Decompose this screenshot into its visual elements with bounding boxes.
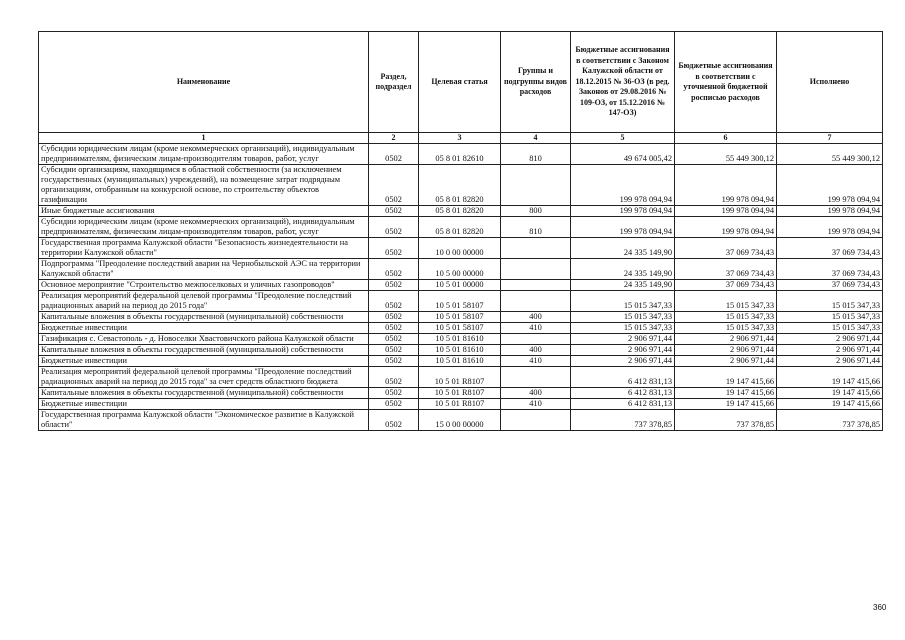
column-number-row xyxy=(39,133,883,144)
header-budget-law: Бюджетные ассигнования в соответствии с Законом Калужской области от 18.12.2015 № 36-ОЗ (в ред. Законов от 29.08.2016 № 109-ОЗ, от 15.12.2016 № 147-ОЗ) xyxy=(571,32,675,133)
row-target-article: 10 5 01 R8107 xyxy=(419,388,501,399)
row-executed: 15 015 347,33 xyxy=(777,323,883,334)
col-number: 3 xyxy=(419,133,501,144)
row-expense-group: 400 xyxy=(501,312,571,323)
header-section: Раздел, подраздел xyxy=(369,32,419,133)
row-executed: 19 147 415,66 xyxy=(777,367,883,388)
row-budget-law: 24 335 149,90 xyxy=(571,280,675,291)
row-budget-refined: 19 147 415,66 xyxy=(675,388,777,399)
row-executed: 2 906 971,44 xyxy=(777,334,883,345)
row-expense-group: 410 xyxy=(501,323,571,334)
table-row xyxy=(39,312,883,323)
header-target-article: Целевая статья xyxy=(419,32,501,133)
table-row xyxy=(39,399,883,410)
row-budget-law: 15 015 347,33 xyxy=(571,291,675,312)
row-budget-refined: 15 015 347,33 xyxy=(675,323,777,334)
col-number: 1 xyxy=(39,133,369,144)
row-name: Капитальные вложения в объекты государственной (муниципальной) собственности xyxy=(39,345,369,356)
row-expense-group xyxy=(501,259,571,280)
table-row xyxy=(39,206,883,217)
row-budget-law: 24 335 149,90 xyxy=(571,259,675,280)
row-target-article: 10 5 01 81610 xyxy=(419,345,501,356)
row-budget-refined: 2 906 971,44 xyxy=(675,356,777,367)
row-budget-law: 199 978 094,94 xyxy=(571,206,675,217)
row-budget-refined: 199 978 094,94 xyxy=(675,206,777,217)
row-target-article: 10 0 00 00000 xyxy=(419,238,501,259)
row-budget-refined: 37 069 734,43 xyxy=(675,259,777,280)
header-executed: Исполнено xyxy=(777,32,883,133)
row-expense-group xyxy=(501,410,571,431)
row-expense-group: 410 xyxy=(501,399,571,410)
col-number: 5 xyxy=(571,133,675,144)
col-number: 6 xyxy=(675,133,777,144)
row-target-article: 15 0 00 00000 xyxy=(419,410,501,431)
header-budget-refined: Бюджетные ассигнования в соответствии с уточненной бюджетной росписью расходов xyxy=(675,32,777,133)
row-executed: 199 978 094,94 xyxy=(777,206,883,217)
row-name: Реализация мероприятий федеральной целевой программы "Преодоление последствий радиационных аварий на период до 2015 года" xyxy=(39,291,369,312)
row-target-article: 10 5 01 58107 xyxy=(419,291,501,312)
table-row xyxy=(39,356,883,367)
row-name: Субсидии юридическим лицам (кроме некоммерческих организаций), индивидуальным предпринимателям, физическим лицам-производителям товаров, работ, услуг xyxy=(39,217,369,238)
row-expense-group: 400 xyxy=(501,345,571,356)
table-row xyxy=(39,280,883,291)
row-budget-refined: 37 069 734,43 xyxy=(675,280,777,291)
row-budget-law: 6 412 831,13 xyxy=(571,388,675,399)
table-row xyxy=(39,165,883,206)
row-executed: 19 147 415,66 xyxy=(777,399,883,410)
row-name: Бюджетные инвестиции xyxy=(39,356,369,367)
table-row xyxy=(39,144,883,165)
table-row xyxy=(39,238,883,259)
row-name: Подпрограмма "Преодоление последствий аварии на Чернобыльской АЭС на территории Калужской области" xyxy=(39,259,369,280)
row-expense-group xyxy=(501,291,571,312)
row-target-article: 10 5 01 R8107 xyxy=(419,367,501,388)
row-budget-law: 199 978 094,94 xyxy=(571,217,675,238)
row-budget-law: 2 906 971,44 xyxy=(571,356,675,367)
row-name: Газификация с. Севастополь - д. Новоселки Хвастовичского района Калужской области xyxy=(39,334,369,345)
row-budget-refined: 55 449 300,12 xyxy=(675,144,777,165)
row-section: 0502 xyxy=(369,312,419,323)
row-section: 0502 xyxy=(369,280,419,291)
row-name: Бюджетные инвестиции xyxy=(39,323,369,334)
row-section: 0502 xyxy=(369,259,419,280)
row-executed: 19 147 415,66 xyxy=(777,388,883,399)
table-row xyxy=(39,323,883,334)
row-executed: 55 449 300,12 xyxy=(777,144,883,165)
row-name: Основное мероприятие "Строительство межпоселковых и уличных газопроводов" xyxy=(39,280,369,291)
row-name: Капитальные вложения в объекты государственной (муниципальной) собственности xyxy=(39,312,369,323)
row-target-article: 05 8 01 82820 xyxy=(419,206,501,217)
row-expense-group: 810 xyxy=(501,144,571,165)
row-section: 0502 xyxy=(369,388,419,399)
row-budget-refined: 2 906 971,44 xyxy=(675,345,777,356)
row-expense-group xyxy=(501,334,571,345)
row-target-article: 05 8 01 82820 xyxy=(419,165,501,206)
row-executed: 2 906 971,44 xyxy=(777,345,883,356)
row-section: 0502 xyxy=(369,334,419,345)
budget-table xyxy=(38,31,883,431)
row-budget-refined: 737 378,85 xyxy=(675,410,777,431)
row-expense-group xyxy=(501,280,571,291)
row-name: Субсидии юридическим лицам (кроме некоммерческих организаций), индивидуальным предпринимателям, физическим лицам-производителям товаров, работ, услуг xyxy=(39,144,369,165)
row-section: 0502 xyxy=(369,410,419,431)
row-executed: 37 069 734,43 xyxy=(777,280,883,291)
table-row xyxy=(39,388,883,399)
row-expense-group xyxy=(501,367,571,388)
row-budget-refined: 15 015 347,33 xyxy=(675,291,777,312)
row-expense-group: 400 xyxy=(501,388,571,399)
table-row xyxy=(39,410,883,431)
table-row xyxy=(39,334,883,345)
row-budget-law: 24 335 149,90 xyxy=(571,238,675,259)
table-row xyxy=(39,217,883,238)
row-expense-group: 410 xyxy=(501,356,571,367)
header-row xyxy=(39,32,883,133)
row-budget-refined: 37 069 734,43 xyxy=(675,238,777,259)
row-target-article: 10 5 01 00000 xyxy=(419,280,501,291)
col-number: 7 xyxy=(777,133,883,144)
table-row xyxy=(39,345,883,356)
row-name: Государственная программа Калужской области "Экономическое развитие в Калужской области" xyxy=(39,410,369,431)
row-budget-refined: 19 147 415,66 xyxy=(675,367,777,388)
row-executed: 15 015 347,33 xyxy=(777,312,883,323)
row-budget-law: 2 906 971,44 xyxy=(571,334,675,345)
row-executed: 37 069 734,43 xyxy=(777,259,883,280)
row-budget-law: 49 674 005,42 xyxy=(571,144,675,165)
row-executed: 737 378,85 xyxy=(777,410,883,431)
row-budget-refined: 19 147 415,66 xyxy=(675,399,777,410)
row-executed: 2 906 971,44 xyxy=(777,356,883,367)
row-target-article: 10 5 00 00000 xyxy=(419,259,501,280)
row-name: Субсидии организациям, находящимся в областной собственности (за исключением государственных (муниципальных) учреждений), на возмещение затрат подрядным организациям, отобранным на конкурсной основе, по строительству объектов газификации xyxy=(39,165,369,206)
row-target-article: 10 5 01 81610 xyxy=(419,356,501,367)
row-budget-law: 6 412 831,13 xyxy=(571,399,675,410)
row-section: 0502 xyxy=(369,323,419,334)
row-budget-refined: 2 906 971,44 xyxy=(675,334,777,345)
row-section: 0502 xyxy=(369,291,419,312)
row-section: 0502 xyxy=(369,356,419,367)
row-target-article: 10 5 01 R8107 xyxy=(419,399,501,410)
row-section: 0502 xyxy=(369,144,419,165)
header-expense-group: Группы и подгруппы видов расходов xyxy=(501,32,571,133)
row-section: 0502 xyxy=(369,367,419,388)
row-budget-law: 737 378,85 xyxy=(571,410,675,431)
row-target-article: 05 8 01 82610 xyxy=(419,144,501,165)
row-section: 0502 xyxy=(369,165,419,206)
row-executed: 199 978 094,94 xyxy=(777,217,883,238)
row-name: Капитальные вложения в объекты государственной (муниципальной) собственности xyxy=(39,388,369,399)
row-name: Реализация мероприятий федеральной целевой программы "Преодоление последствий радиационных аварий на период до 2015 года" за счет средств областного бюджета xyxy=(39,367,369,388)
row-name: Бюджетные инвестиции xyxy=(39,399,369,410)
row-section: 0502 xyxy=(369,217,419,238)
row-section: 0502 xyxy=(369,399,419,410)
row-section: 0502 xyxy=(369,206,419,217)
row-section: 0502 xyxy=(369,345,419,356)
row-executed: 199 978 094,94 xyxy=(777,165,883,206)
table-row xyxy=(39,259,883,280)
row-target-article: 05 8 01 82820 xyxy=(419,217,501,238)
row-budget-refined: 199 978 094,94 xyxy=(675,217,777,238)
row-executed: 37 069 734,43 xyxy=(777,238,883,259)
row-budget-law: 199 978 094,94 xyxy=(571,165,675,206)
row-budget-law: 6 412 831,13 xyxy=(571,367,675,388)
row-budget-law: 15 015 347,33 xyxy=(571,312,675,323)
row-name: Государственная программа Калужской области "Безопасность жизнедеятельности на территории Калужской области" xyxy=(39,238,369,259)
row-executed: 15 015 347,33 xyxy=(777,291,883,312)
row-name: Иные бюджетные ассигнования xyxy=(39,206,369,217)
table-row xyxy=(39,367,883,388)
row-expense-group: 810 xyxy=(501,217,571,238)
row-target-article: 10 5 01 58107 xyxy=(419,312,501,323)
row-budget-refined: 199 978 094,94 xyxy=(675,165,777,206)
row-budget-law: 2 906 971,44 xyxy=(571,345,675,356)
row-expense-group xyxy=(501,165,571,206)
row-section: 0502 xyxy=(369,238,419,259)
row-expense-group: 800 xyxy=(501,206,571,217)
col-number: 2 xyxy=(369,133,419,144)
col-number: 4 xyxy=(501,133,571,144)
row-budget-law: 15 015 347,33 xyxy=(571,323,675,334)
row-budget-refined: 15 015 347,33 xyxy=(675,312,777,323)
page-number: 360 xyxy=(873,603,887,612)
header-name: Наименование xyxy=(39,32,369,133)
table-row xyxy=(39,291,883,312)
row-target-article: 10 5 01 81610 xyxy=(419,334,501,345)
row-target-article: 10 5 01 58107 xyxy=(419,323,501,334)
row-expense-group xyxy=(501,238,571,259)
